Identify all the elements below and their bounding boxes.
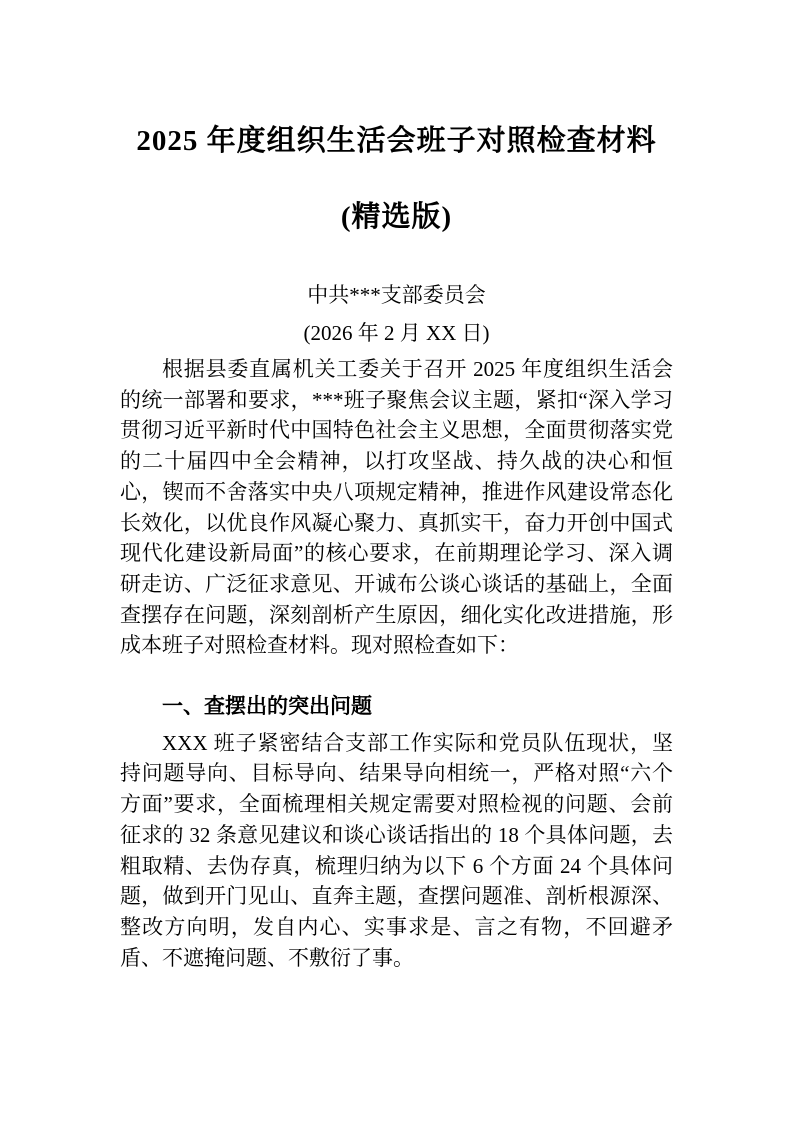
section-1-heading: 一、查摆出的突出问题 bbox=[162, 694, 372, 719]
document-title: 2025 年度组织生活会班子对照检查材料 bbox=[136, 125, 657, 157]
section-1-paragraph: XXX 班子紧密结合支部工作实际和党员队伍现状，坚持问题导向、目标导向、结果导向相统一，严格对照“六个方面”要求，全面梳理相关规定需要对照检视的问题、会前征求的 32 条意见建议和谈心谈话指出的 18 个具体问题，去粗取精、去伪存真，梳理归纳为以下 6 个方面 24 个具体问题，做到开门见山、直奔主题，查摆问题准、剖析根源深、整改方向明，发自内心、实事求是、言之有物，不回避矛盾、不遮掩问题、不敷衍了事。 bbox=[120, 730, 673, 970]
document-committee-line: 中共***支部委员会 bbox=[307, 283, 486, 307]
document-subtitle: (精选版) bbox=[340, 201, 453, 233]
intro-paragraph: 根据县委直属机关工委关于召开 2025 年度组织生活会的统一部署和要求，***班子聚焦会议主题，紧扣“深入学习贯彻习近平新时代中国特色社会主义思想，全面贯彻落实党的二十届四中全会精神，以打攻坚战、持久战的决心和恒心，锲而不舍落实中央八项规定精神，推进作风建设常态化长效化，以优良作风凝心聚力、真抓实干，奋力开创中国式现代化建设新局面”的核心要求，在前期理论学习、深入调研走访、广泛征求意见、开诚布公谈心谈话的基础上，全面查摆存在问题，深刻剖析产生原因，细化实化改进措施，形成本班子对照检查材料。现对照检查如下： bbox=[120, 357, 673, 658]
document-date-line: (2026 年 2 月 XX 日) bbox=[303, 321, 490, 345]
